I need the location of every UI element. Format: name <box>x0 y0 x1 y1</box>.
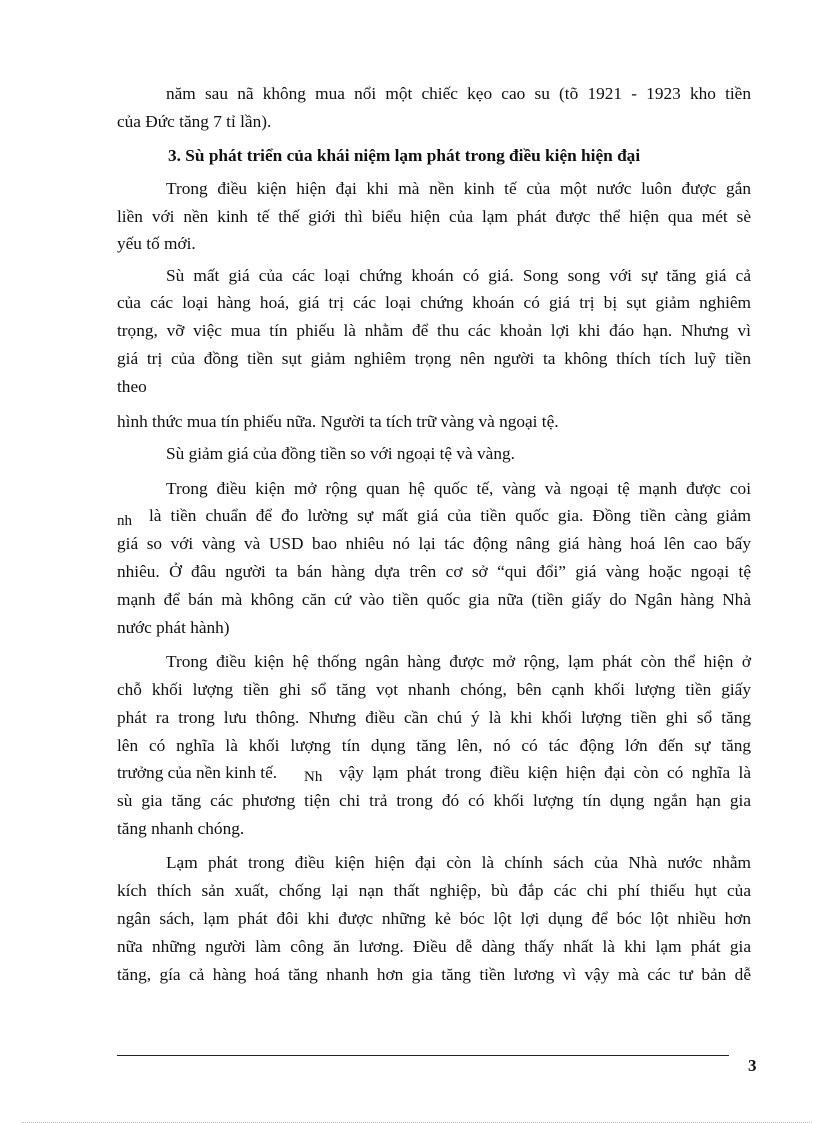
text-line: nước phát hành) <box>117 618 230 637</box>
text-line: Sù mất giá của các loại chứng khoán có giá. Song song với sự tăng giá cả <box>166 266 751 285</box>
text-line: Sù giảm giá của đồng tiền so với ngoại tệ và vàng. <box>166 444 515 463</box>
page-number: 3 <box>748 1056 757 1075</box>
text-line: nữa những người làm công ăn lương. Điều dễ dàng thấy nhất là khi lạm phát gia <box>117 937 751 956</box>
text-line: Trong điều kiện hệ thống ngân hàng được mở rộng, lạm phát còn thể hiện ở <box>166 652 751 671</box>
footer-rule <box>117 1055 729 1056</box>
text-line: trọng, vỡ việc mua tín phiếu là nhằm để thu các khoản lợi khi đáo hạn. Nhưng vì <box>117 321 751 340</box>
text-line: nhiêu. Ở đâu người ta bán hàng dựa trên cơ sở “qui đổi” giá vàng hoặc ngoại tệ <box>117 562 751 581</box>
text-line: trưởng của nền kinh tế. <box>117 763 278 782</box>
text-line: Trong điều kiện hiện đại khi mà nền kinh tế của một nước luôn được gắn <box>166 179 751 198</box>
text-line: tăng nhanh chóng. <box>117 819 245 838</box>
text-line: liền với nền kinh tế thế giới thì biểu hiện của lạm phát được thể hiện qua mét sè <box>117 207 751 226</box>
section-heading: 3. Sù phát triển của khái niệm lạm phát trong điều kiện hiện đại <box>168 146 641 165</box>
text-line: phát ra trong lưu thông. Nhưng điều cần chú ý là khi khối lượng tiền ghi sổ tăng <box>117 708 751 727</box>
text-fragment: Nh <box>304 769 323 785</box>
text-line: mạnh để bán mà không căn cứ vào tiền quốc gia nữa (tiền giấy do Ngân hàng Nhà <box>117 590 751 609</box>
text-line: ngân sách, lạm phát đôi khi được những kẻ bóc lột lợi dụng để bóc lột nhiều hơn <box>117 909 751 928</box>
text-line: Lạm phát trong điều kiện hiện đại còn là chính sách của Nhà nước nhằm <box>166 853 751 872</box>
text-line: lên có nghĩa là khối lượng tín dụng tăng lên, nó có tác động lớn đến sự tăng <box>117 736 751 755</box>
text-line: yếu tố mới. <box>117 234 196 253</box>
text-line: là tiền chuẩn để đo lường sự mất giá của tiền quốc gia. Đồng tiền càng giảm <box>149 506 751 525</box>
text-line: vậy lạm phát trong điều kiện hiện đại còn có nghĩa là <box>339 763 751 782</box>
text-line: sù gia tăng các phương tiện chi trả trong đó có khối lượng tín dụng ngắn hạn gia <box>117 791 751 810</box>
text-line: kích thích sản xuất, chống lại nạn thất nghiệp, bù đắp các chi phí thiếu hụt của <box>117 881 751 900</box>
text-line: của các loại hàng hoá, giá trị các loại chứng khoán có giá trị bị sụt giảm nghiêm <box>117 293 751 312</box>
text-line: theo <box>117 377 147 396</box>
text-line: chỗ khối lượng tiền ghi sổ tăng vọt nhanh chóng, bên cạnh khối lượng tiền giấy <box>117 680 751 699</box>
text-line: của Đức tăng 7 tỉ lần). <box>117 112 272 131</box>
text-fragment: nh <box>117 513 132 529</box>
text-line: giá trị của đồng tiền sụt giảm nghiêm trọng nên người ta không thích tích luỹ tiền <box>117 349 751 368</box>
text-line: giá so với vàng và USD bao nhiêu nó lại tác động nâng giá hàng hoá lên cao bấy <box>117 534 751 553</box>
text-line: hình thức mua tín phiếu nữa. Người ta tích trữ vàng và ngoại tệ. <box>117 412 559 431</box>
text-line: tăng, gía cả hàng hoá tăng nhanh hơn gia tăng tiền lương vì vậy mà các tư bản dễ <box>117 965 751 984</box>
text-line: năm sau nã không mua nổi một chiếc kẹo cao su (tõ 1921 - 1923 kho tiền <box>166 84 751 103</box>
text-line: Trong điều kiện mở rộng quan hệ quốc tế, vàng và ngoại tệ mạnh được coi <box>166 479 751 498</box>
